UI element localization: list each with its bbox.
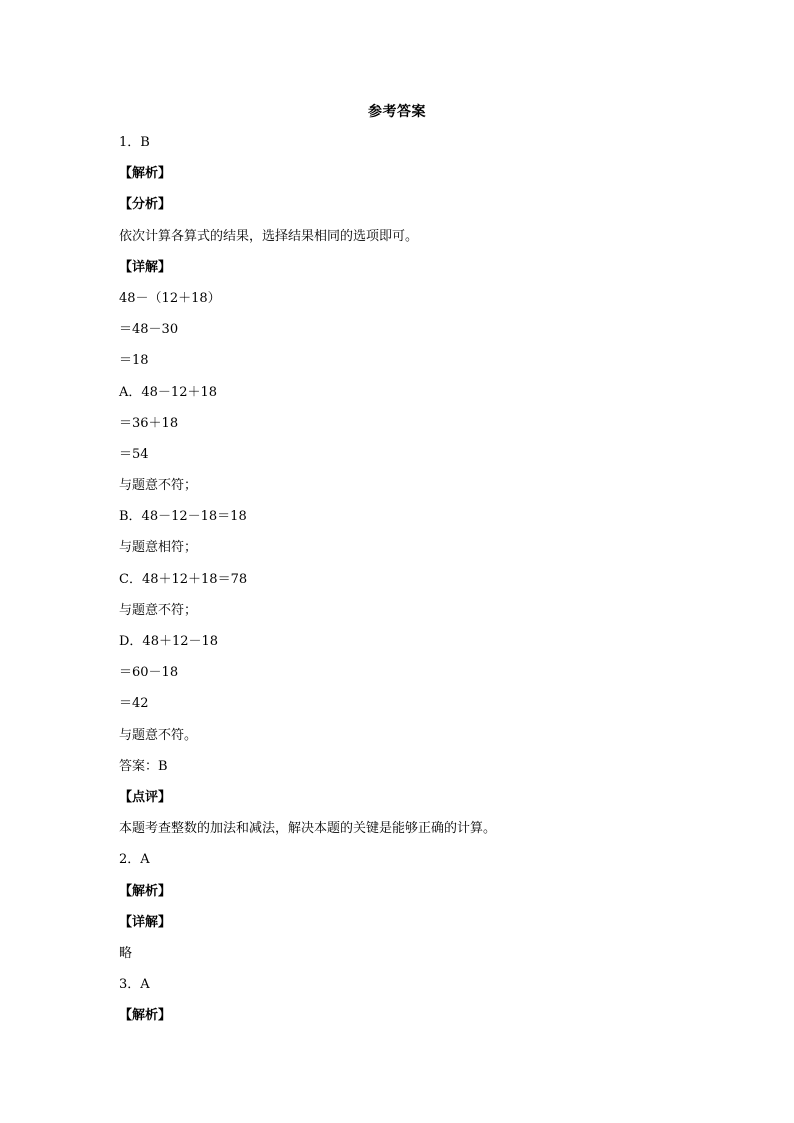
answer-line: ＝42: [119, 696, 149, 712]
answer-line: D．48＋12－18: [119, 634, 219, 649]
answer-line: 略: [119, 945, 133, 961]
section-heading: 【解析】: [119, 883, 172, 899]
section-heading: 【分析】: [119, 197, 172, 213]
section-heading: 【详解】: [119, 914, 172, 930]
answer-line: 48－（12＋18）: [119, 290, 221, 306]
answer-line: 1．B: [119, 135, 150, 150]
section-heading: 【详解】: [119, 259, 172, 275]
answer-line: B．48－12－18＝18: [119, 509, 247, 525]
answer-line: ＝18: [119, 353, 149, 369]
page-title: 参考答案: [368, 104, 426, 120]
answer-line: 与题意相符；: [119, 540, 198, 556]
answer-line: ＝48－30: [119, 322, 179, 338]
answer-line: ＝60－18: [119, 665, 179, 681]
answer-line: 与题意不符；: [119, 602, 198, 618]
answer-line: 3．A: [119, 977, 150, 993]
answer-line: ＝54: [119, 446, 149, 462]
answer-line: C．48＋12＋18＝78: [119, 571, 248, 587]
answer-line: 依次计算各算式的结果，选择结果相同的选项即可。: [119, 228, 419, 244]
answer-line: 与题意不符。: [119, 727, 198, 743]
section-heading: 【解析】: [119, 166, 172, 182]
answer-content: [119, 132, 679, 1036]
answer-line: ＝36＋18: [119, 415, 179, 431]
answer-line: 本题考查整数的加法和减法，解决本题的关键是能够正确的计算。: [119, 821, 497, 837]
section-heading: 【点评】: [119, 789, 172, 805]
answer-line: 2．A: [119, 852, 150, 868]
answer-line: 与题意不符；: [119, 478, 198, 494]
answer-line: 答案：B: [119, 758, 168, 774]
section-heading: 【解析】: [119, 1008, 172, 1024]
answer-line: A．48－12＋18: [119, 384, 218, 400]
